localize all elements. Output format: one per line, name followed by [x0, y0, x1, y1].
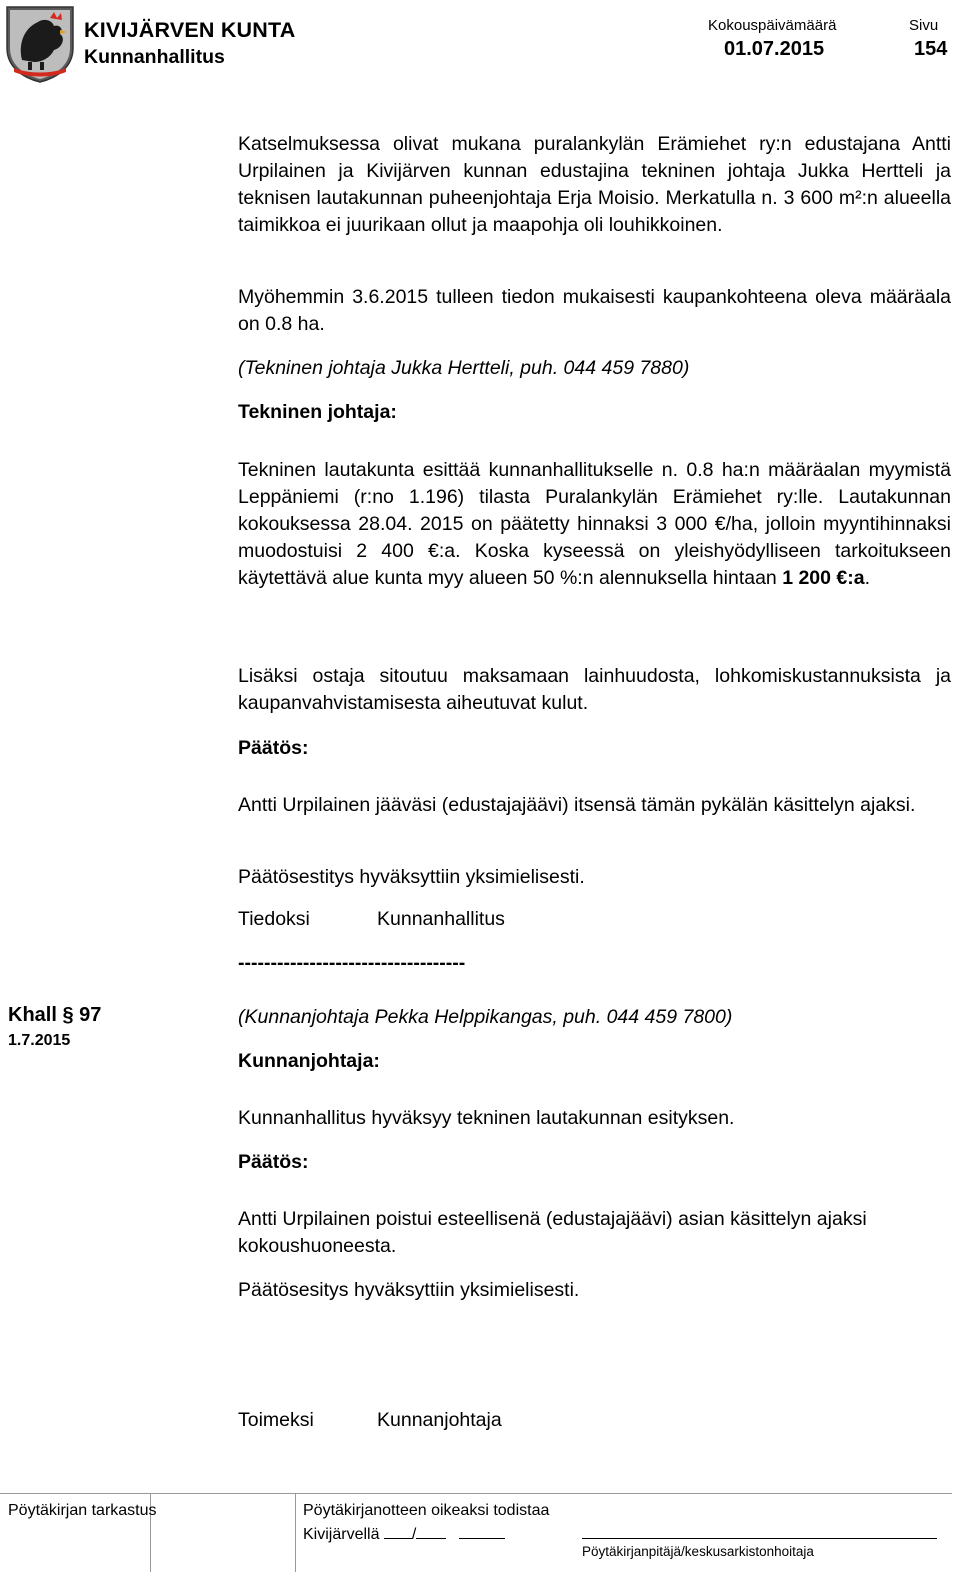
paragraph-area-update: Myöhemmin 3.6.2015 tulleen tiedon mukaisesti kaupankohteena oleva määräala on 0.8 ha. — [238, 286, 951, 335]
section-separator: ----------------------------------- — [238, 952, 466, 974]
toimeksi-row — [238, 1407, 951, 1434]
paragraph-board-proposal: Kunnanhallitus hyväksyy tekninen lautakunnan esityksen. — [238, 1107, 735, 1129]
page-label: Sivu — [909, 17, 939, 34]
footer-review-label: Pöytäkirjan tarkastus — [8, 1502, 157, 1519]
contact-municipal-manager: (Kunnanjohtaja Pekka Helppikangas, puh. 044 459 7800) — [238, 1006, 733, 1028]
footer-place: Kivijärvellä — [303, 1526, 380, 1543]
tiedoksi-row — [238, 906, 951, 933]
footer-place-date — [303, 1524, 505, 1544]
paragraph-proposal — [238, 457, 951, 592]
signature-line — [582, 1538, 937, 1539]
heading-decision-1: Päätös: — [238, 737, 309, 759]
footer — [0, 1493, 952, 1572]
month-blank — [416, 1524, 446, 1539]
organization-name: KIVIJÄRVEN KUNTA — [84, 18, 296, 42]
contact-technical-director: (Tekninen johtaja Jukka Hertteli, puh. 044 459 7880) — [238, 357, 690, 379]
meeting-date-label: Kokouspäivämäärä — [708, 17, 837, 34]
paragraph-buyer-costs: Lisäksi ostaja sitoutuu maksamaan lainhuudosta, lohkomiskustannuksista ja kaupanvahvistamisesta aiheutuvat kulut. — [238, 665, 951, 714]
paragraph-disqualification-2: Antti Urpilainen poistui esteellisenä (edustajajäävi) asian käsittelyn ajaksi kokoushuoneesta. — [238, 1208, 867, 1257]
heading-municipal-manager: Kunnanjohtaja: — [238, 1050, 380, 1072]
paragraph-approved-1: Päätösestitys hyväksyttiin yksimielisesti. — [238, 866, 585, 888]
proposal-end: . — [864, 567, 871, 589]
paragraph-inspection: Katselmuksessa olivat mukana puralankylän Erämiehet ry:n edustajana Antti Urpilainen ja Kivijärven kunnan edustajina tekninen johtaja Jukka Hertteli ja teknisen lautakunnan puheenjohtaja Erja Moisio. Merkatulla n. 3 600 m²:n alueella taimikkoa ei juurikaan ollut ja maapohja oli louhikkoinen. — [238, 133, 951, 236]
coat-of-arms-logo — [4, 4, 76, 84]
heading-decision-2: Päätös: — [238, 1151, 309, 1173]
toimeksi-label: Toimeksi — [238, 1409, 314, 1431]
tiedoksi-label: Tiedoksi — [238, 908, 310, 930]
governing-body-name: Kunnanhallitus — [84, 46, 225, 68]
meeting-date: 01.07.2015 — [724, 38, 825, 60]
paragraph-approved-2: Päätösesitys hyväksyttiin yksimielisesti. — [238, 1279, 580, 1301]
proposal-price: 1 200 €:a — [782, 567, 865, 589]
date-separator: / — [411, 1526, 417, 1543]
section-date: 1.7.2015 — [8, 1032, 71, 1049]
section-title: Khall § 97 — [8, 1004, 102, 1026]
footer-cell-signature — [151, 1494, 296, 1572]
day-blank — [384, 1524, 412, 1539]
tiedoksi-value: Kunnanhallitus — [377, 908, 505, 930]
paragraph-disqualification-1: Antti Urpilainen jääväsi (edustajajäävi) itsensä tämän pykälän käsittelyn ajaksi. — [238, 794, 916, 816]
toimeksi-value: Kunnanjohtaja — [377, 1409, 502, 1431]
page-number: 154 — [914, 38, 948, 60]
heading-technical-director: Tekninen johtaja: — [238, 401, 397, 423]
footer-certify-label: Pöytäkirjanotteen oikeaksi todistaa — [303, 1502, 550, 1519]
proposal-text: Tekninen lautakunta esittää kunnanhallitukselle n. 0.8 ha:n määräalan myymistä Leppäniemi (r:no 1.196) tilasta Puralankylän Erämiehet ry:lle. Lautakunnan kokouksessa 28.04. 2015 on päätetty hinnaksi 3 000 €/ha, jolloin myyntihinnaksi muodostuisi 2 400 €:a. Koska kyseessä on yleishyödylliseen tarkoitukseen käytettävä alue kunta myy alueen 50 %:n alennuksella hintaan — [238, 459, 951, 589]
footer-signer-role: Pöytäkirjanpitäjä/keskusarkistonhoitaja — [582, 1544, 814, 1559]
year-blank — [459, 1524, 505, 1539]
